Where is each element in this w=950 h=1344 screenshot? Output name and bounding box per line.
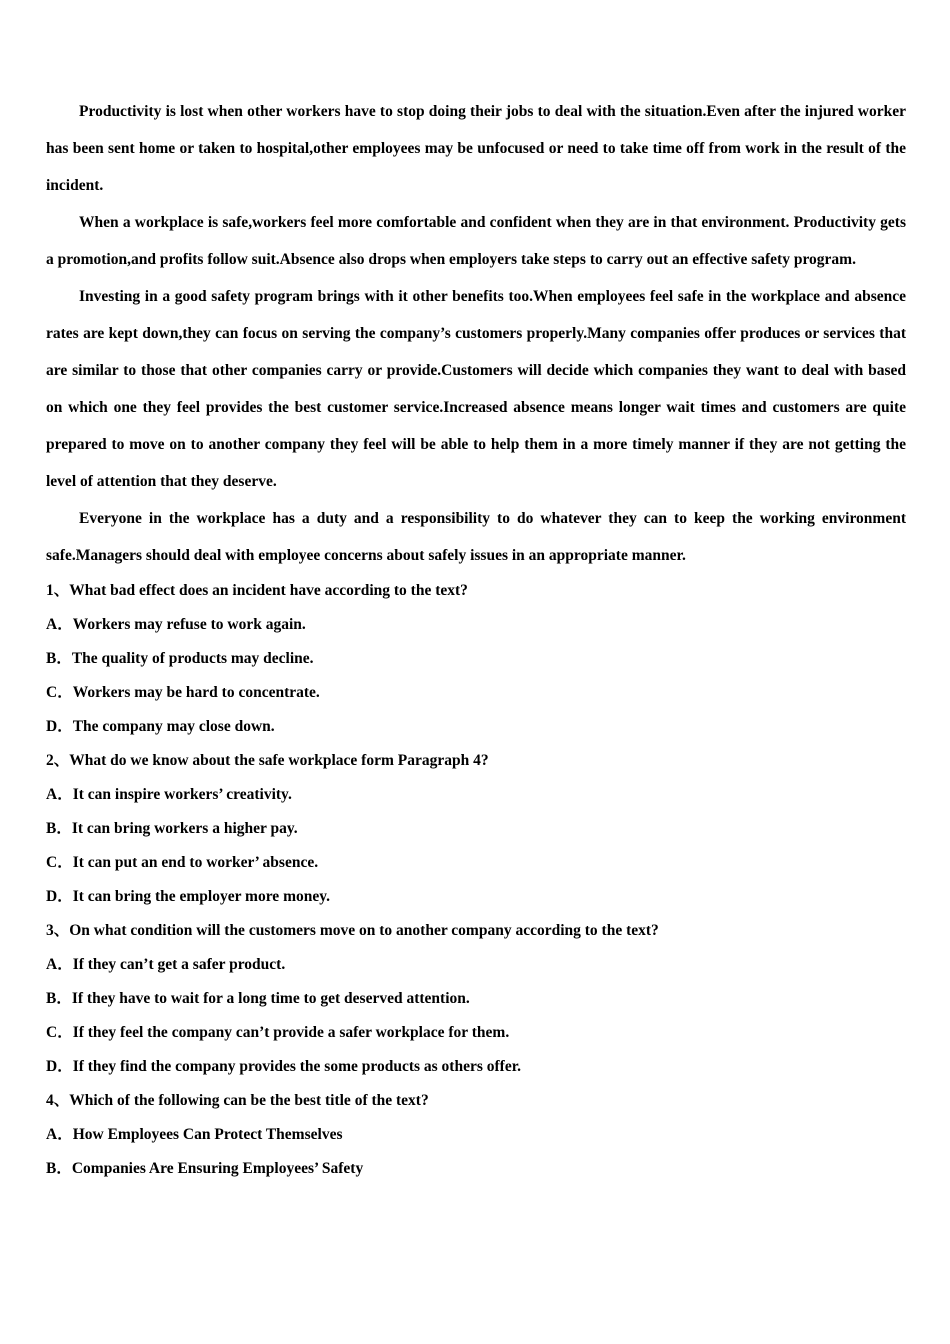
question-2-option-d: D．It can bring the employer more money.: [46, 888, 330, 905]
passage-paragraph-4: Everyone in the workplace has a duty and a responsibility to do whatever they can to keep the working environment safe.Managers should deal with employee concerns about safely issues in an appropriate manner.: [46, 510, 906, 564]
question-3-option-b: B．If they have to wait for a long time to get deserved attention.: [46, 990, 470, 1007]
question-4-option-b: B．Companies Are Ensuring Employees’ Safety: [46, 1160, 364, 1177]
question-1: 1、What bad effect does an incident have according to the text?: [46, 582, 468, 599]
question-2-option-b: B．It can bring workers a higher pay.: [46, 820, 298, 837]
passage-paragraph-2: When a workplace is safe,workers feel more comfortable and confident when they are in that environment. Productivity gets a promotion,and profits follow suit.Absence also drops when employers take steps to carry out an effective safety program.: [46, 214, 906, 268]
question-3-option-d: D．If they find the company provides the some products as others offer.: [46, 1058, 522, 1075]
question-3-option-c: C．If they feel the company can’t provide a safer workplace for them.: [46, 1024, 510, 1041]
passage-paragraph-1: Productivity is lost when other workers have to stop doing their jobs to deal with the situation.Even after the injured worker has been sent home or taken to hospital,other employees may be unfocused or need to take time off from work in the result of the incident.: [46, 103, 906, 194]
question-1-option-b: B．The quality of products may decline.: [46, 650, 314, 667]
question-1-option-d: D．The company may close down.: [46, 718, 275, 735]
question-4: 4、Which of the following can be the best title of the text?: [46, 1092, 429, 1109]
question-2-option-c: C．It can put an end to worker’ absence.: [46, 854, 319, 871]
question-3: 3、On what condition will the customers move on to another company according to the text?: [46, 922, 659, 939]
question-2-option-a: A．It can inspire workers’ creativity.: [46, 786, 292, 803]
passage-paragraph-3: Investing in a good safety program brings with it other benefits too.When employees feel safe in the workplace and absence rates are kept down,they can focus on serving the company’s customers properly.Many companies offer produces or services that are similar to those that other companies carry or provide.Customers will decide which companies they want to deal with based on which one they feel provides the best customer service.Increased absence means longer wait times and customers are quite prepared to move on to another company they feel will be able to help them in a more timely manner if they are not getting the level of attention that they deserve.: [46, 288, 906, 490]
document-page: [46, 93, 906, 1186]
question-1-option-c: C．Workers may be hard to concentrate.: [46, 684, 320, 701]
question-2: 2、What do we know about the safe workplace form Paragraph 4?: [46, 752, 489, 769]
question-3-option-a: A．If they can’t get a safer product.: [46, 956, 286, 973]
question-1-option-a: A．Workers may refuse to work again.: [46, 616, 306, 633]
question-4-option-a: A．How Employees Can Protect Themselves: [46, 1126, 343, 1143]
